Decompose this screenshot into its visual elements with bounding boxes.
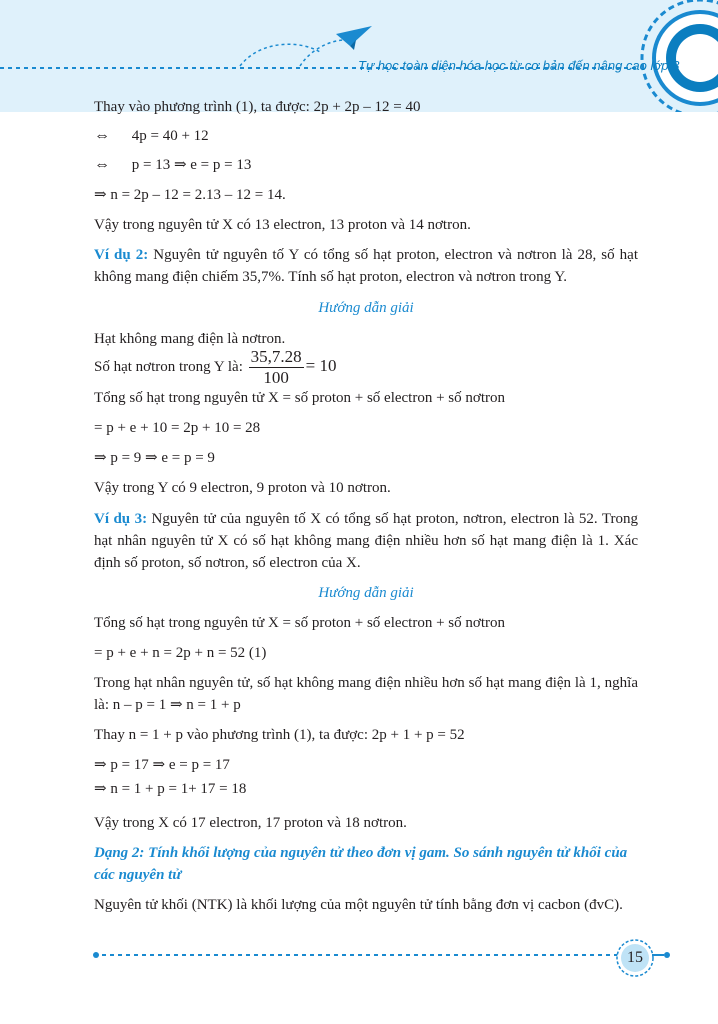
footer-decoration <box>0 930 718 990</box>
example-2-label: Ví dụ 2: <box>94 247 149 263</box>
line-3-text: p = 13 ⇒ e = p = 13 <box>131 157 252 173</box>
section-dang-2-text: Nguyên tử khối (NTK) là khối lượng của một nguyên tử tính bằng đơn vị cacbon (đvC). <box>94 897 623 913</box>
equivalent-symbol: ⇔ <box>94 127 110 144</box>
example-3-step-6: ⇒ n = 1 + p = 1+ 17 = 18 <box>94 781 247 797</box>
example-2-conclusion: Vậy trong Y có 9 electron, 9 proton và 10 nơtron. <box>94 480 391 496</box>
fraction-result: = 10 <box>305 355 337 375</box>
example-3-step-4: Thay n = 1 + p vào phương trình (1), ta được: 2p + 1 + p = 52 <box>94 727 465 743</box>
example-2-step-1: Hạt không mang điện là nơtron. <box>94 331 286 347</box>
example-3 <box>94 508 638 574</box>
example-2-step-5: ⇒ p = 9 ⇒ e = p = 9 <box>94 450 215 466</box>
example-2-step-3: Tổng số hạt trong nguyên tử X = số proton + số electron + số nơtron <box>94 390 505 406</box>
example-2-step-2-prefix: Số hạt nơtron trong Y là: <box>94 358 243 375</box>
header-title: Tự học toàn diện hóa học từ cơ bản đến nâng cao lớp 8 <box>358 58 680 73</box>
line-5: Vậy trong nguyên tử X có 13 electron, 13 proton và 14 nơtron. <box>94 217 471 233</box>
example-3-guide-heading: Hướng dẫn giải <box>318 585 414 601</box>
fraction-numerator: 35,7.28 <box>250 347 302 366</box>
example-2 <box>94 244 638 288</box>
page-number: 15 <box>627 949 643 966</box>
example-3-step-1: Tổng số hạt trong nguyên tử X = số proton + số electron + số nơtron <box>94 615 505 631</box>
example-3-step-3: Trong hạt nhân nguyên tử, số hạt không mang điện nhiều hơn số hạt mang điện là 1, nghĩa là: n – p = 1 ⇒ n = 1 + p <box>94 675 638 713</box>
example-3-label: Ví dụ 3: <box>94 511 148 527</box>
line-2 <box>94 125 209 147</box>
example-2-step-2 <box>94 347 336 388</box>
equivalent-symbol: ⇔ <box>94 156 110 173</box>
line-4: ⇒ n = 2p – 12 = 2.13 – 12 = 14. <box>94 187 286 203</box>
example-3-text: Nguyên tử của nguyên tố X có tổng số hạt proton, nơtron, electron là 52. Trong hạt nhân nguyên tử X có số hạt không mang điện nhiều hơn số hạt mang điện là 1. Xác định số proton, số nơtron, số electron của X. <box>94 511 638 571</box>
example-2-text: Nguyên tử nguyên tố Y có tổng số hạt proton, electron và nơtron là 28, số hạt không mang điện chiếm 35,7%. Tính số hạt proton, electron và nơtron trong Y. <box>94 247 638 285</box>
line-3 <box>94 154 251 176</box>
section-heading-dang-2: Dạng 2: Tính khối lượng của nguyên tử theo đơn vị gam. So sánh nguyên tử khối của các nguyên tử <box>94 845 628 883</box>
line-1: Thay vào phương trình (1), ta được: 2p + 2p – 12 = 40 <box>94 99 421 115</box>
example-3-conclusion: Vậy trong X có 17 electron, 17 proton và 18 nơtron. <box>94 815 407 831</box>
example-3-step-2: = p + e + n = 2p + n = 52 (1) <box>94 645 267 661</box>
fraction-denominator: 100 <box>263 368 289 387</box>
example-2-step-4: = p + e + 10 = 2p + 10 = 28 <box>94 420 261 436</box>
example-3-step-5: ⇒ p = 17 ⇒ e = p = 17 <box>94 757 230 773</box>
example-2-guide-heading: Hướng dẫn giải <box>318 300 414 316</box>
paper-plane-icon <box>336 26 372 50</box>
line-2-text: 4p = 40 + 12 <box>131 128 209 144</box>
fraction <box>249 347 304 388</box>
ring-decoration-icon <box>642 0 718 112</box>
